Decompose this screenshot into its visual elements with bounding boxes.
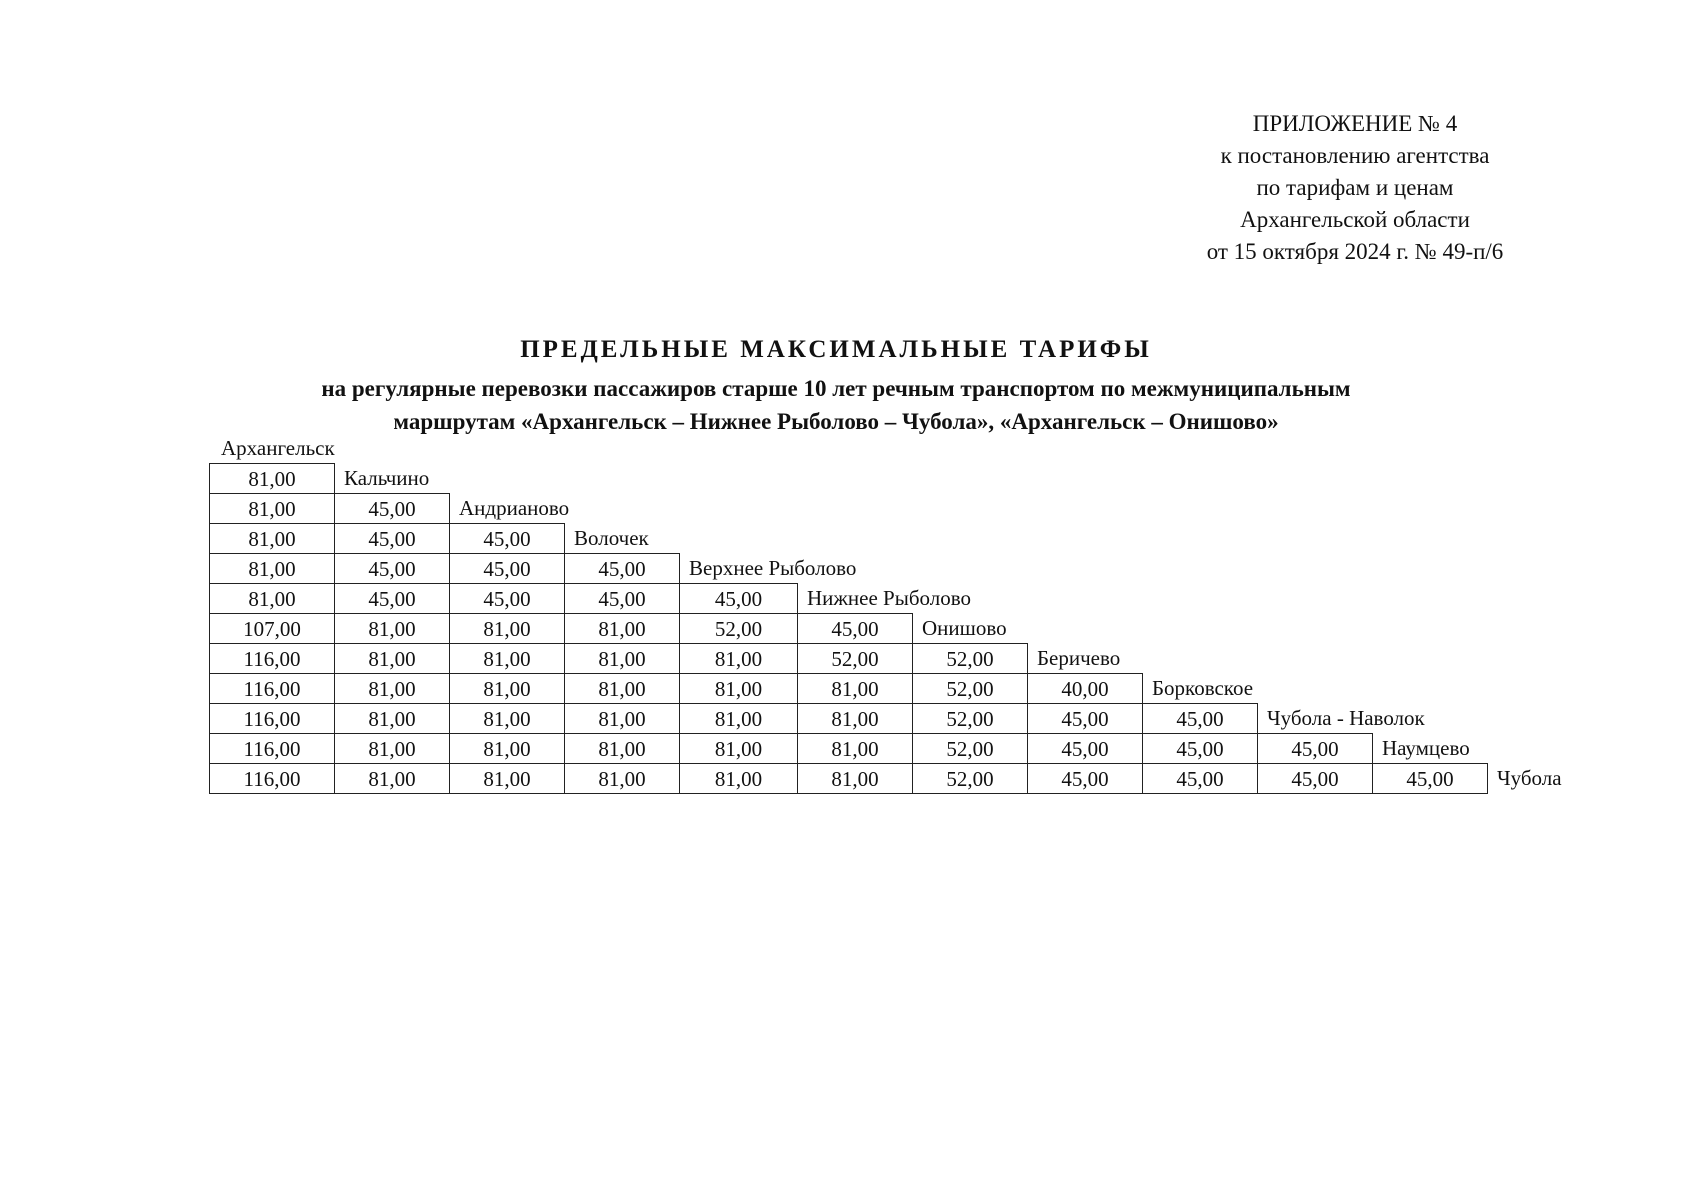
stop-label: Чубола (1497, 766, 1562, 790)
fare-cell: 81,00 (564, 673, 680, 704)
fare-cell: 81,00 (797, 763, 913, 794)
fare-cell: 81,00 (209, 553, 335, 584)
stop-label: Андрианово (459, 496, 570, 520)
fare-cell: 45,00 (679, 583, 798, 614)
stop-label: Борковское (1152, 676, 1254, 700)
fare-cell: 45,00 (564, 553, 680, 584)
fare-cell: 45,00 (1027, 763, 1143, 794)
fare-cell: 81,00 (564, 733, 680, 764)
fare-cell: 81,00 (449, 763, 565, 794)
fare-cell: 40,00 (1027, 673, 1143, 704)
fare-cell: 45,00 (334, 493, 450, 524)
stop-label: Нижнее Рыболово (807, 586, 971, 610)
fare-cell: 81,00 (679, 673, 798, 704)
fare-cell: 52,00 (912, 643, 1028, 674)
fare-cell: 81,00 (797, 703, 913, 734)
fare-cell: 45,00 (1142, 703, 1258, 734)
fare-cell: 45,00 (334, 523, 450, 554)
fare-cell: 45,00 (1027, 703, 1143, 734)
fare-cell: 52,00 (912, 673, 1028, 704)
fare-cell: 81,00 (209, 583, 335, 614)
fare-cell: 81,00 (209, 523, 335, 554)
fare-cell: 116,00 (209, 673, 335, 704)
fare-cell: 81,00 (679, 703, 798, 734)
fare-cell: 45,00 (449, 553, 565, 584)
fare-cell: 45,00 (1257, 763, 1373, 794)
fare-cell: 52,00 (912, 733, 1028, 764)
annex-date: от 15 октября 2024 г. № 49-п/6 (1206, 239, 1504, 264)
fare-cell: 81,00 (449, 673, 565, 704)
fare-cell: 81,00 (564, 613, 680, 644)
fare-cell: 45,00 (1142, 733, 1258, 764)
fare-cell: 81,00 (679, 643, 798, 674)
annex-line: к постановлению агентства (1220, 143, 1490, 168)
fare-cell: 81,00 (334, 643, 450, 674)
fare-cell: 45,00 (334, 553, 450, 584)
fare-cell: 116,00 (209, 763, 335, 794)
subtitle-line: маршрутам «Архангельск – Нижнее Рыболово – Чубола», «Архангельск – Онишово» (393, 409, 1279, 434)
document-title: ПРЕДЕЛЬНЫЕ МАКСИМАЛЬНЫЕ ТАРИФЫ (520, 336, 1152, 363)
annex-header (1140, 108, 1570, 268)
stop-label: Верхнее Рыболово (689, 556, 857, 580)
stop-label: Кальчино (344, 466, 430, 490)
fare-cell: 45,00 (797, 613, 913, 644)
annex-number: ПРИЛОЖЕНИЕ № 4 (1252, 111, 1458, 136)
fare-cell: 81,00 (564, 763, 680, 794)
fare-cell: 81,00 (449, 643, 565, 674)
fare-cell: 45,00 (449, 523, 565, 554)
fare-cell: 81,00 (449, 733, 565, 764)
subtitle-line: на регулярные перевозки пассажиров старше 10 лет речным транспортом по межмуниципальным (321, 376, 1351, 401)
stop-label: Чубола - Наволок (1267, 706, 1425, 730)
fare-cell: 52,00 (912, 763, 1028, 794)
fare-cell: 81,00 (564, 703, 680, 734)
stop-label: Наумцево (1382, 736, 1470, 760)
fare-cell: 81,00 (564, 643, 680, 674)
stop-label: Архангельск (221, 436, 335, 460)
fare-cell: 45,00 (1257, 733, 1373, 764)
fare-cell: 81,00 (209, 463, 335, 494)
fare-cell: 45,00 (564, 583, 680, 614)
fare-cell: 52,00 (797, 643, 913, 674)
fare-cell: 107,00 (209, 613, 335, 644)
fare-cell: 81,00 (334, 763, 450, 794)
fare-cell: 116,00 (209, 703, 335, 734)
fare-cell: 81,00 (449, 613, 565, 644)
fare-cell: 81,00 (334, 703, 450, 734)
fare-cell: 52,00 (679, 613, 798, 644)
fare-cell: 81,00 (449, 703, 565, 734)
stop-label: Беричево (1037, 646, 1121, 670)
stop-label: Волочек (574, 526, 649, 550)
fare-cell: 116,00 (209, 733, 335, 764)
fare-cell: 81,00 (334, 613, 450, 644)
fare-cell: 45,00 (1372, 763, 1488, 794)
fare-cell: 45,00 (449, 583, 565, 614)
fare-cell: 45,00 (334, 583, 450, 614)
document-subtitle (0, 372, 1672, 438)
fare-cell: 81,00 (209, 493, 335, 524)
fare-cell: 45,00 (1142, 763, 1258, 794)
stop-label: Онишово (922, 616, 1007, 640)
fare-cell: 81,00 (797, 733, 913, 764)
fare-cell: 116,00 (209, 643, 335, 674)
fare-cell: 81,00 (334, 733, 450, 764)
annex-line: по тарифам и ценам (1256, 175, 1454, 200)
fare-cell: 81,00 (797, 673, 913, 704)
fare-cell: 52,00 (912, 703, 1028, 734)
fare-cell: 81,00 (334, 673, 450, 704)
fare-cell: 81,00 (679, 763, 798, 794)
fare-cell: 45,00 (1027, 733, 1143, 764)
fare-cell: 81,00 (679, 733, 798, 764)
annex-line: Архангельской области (1240, 207, 1470, 232)
